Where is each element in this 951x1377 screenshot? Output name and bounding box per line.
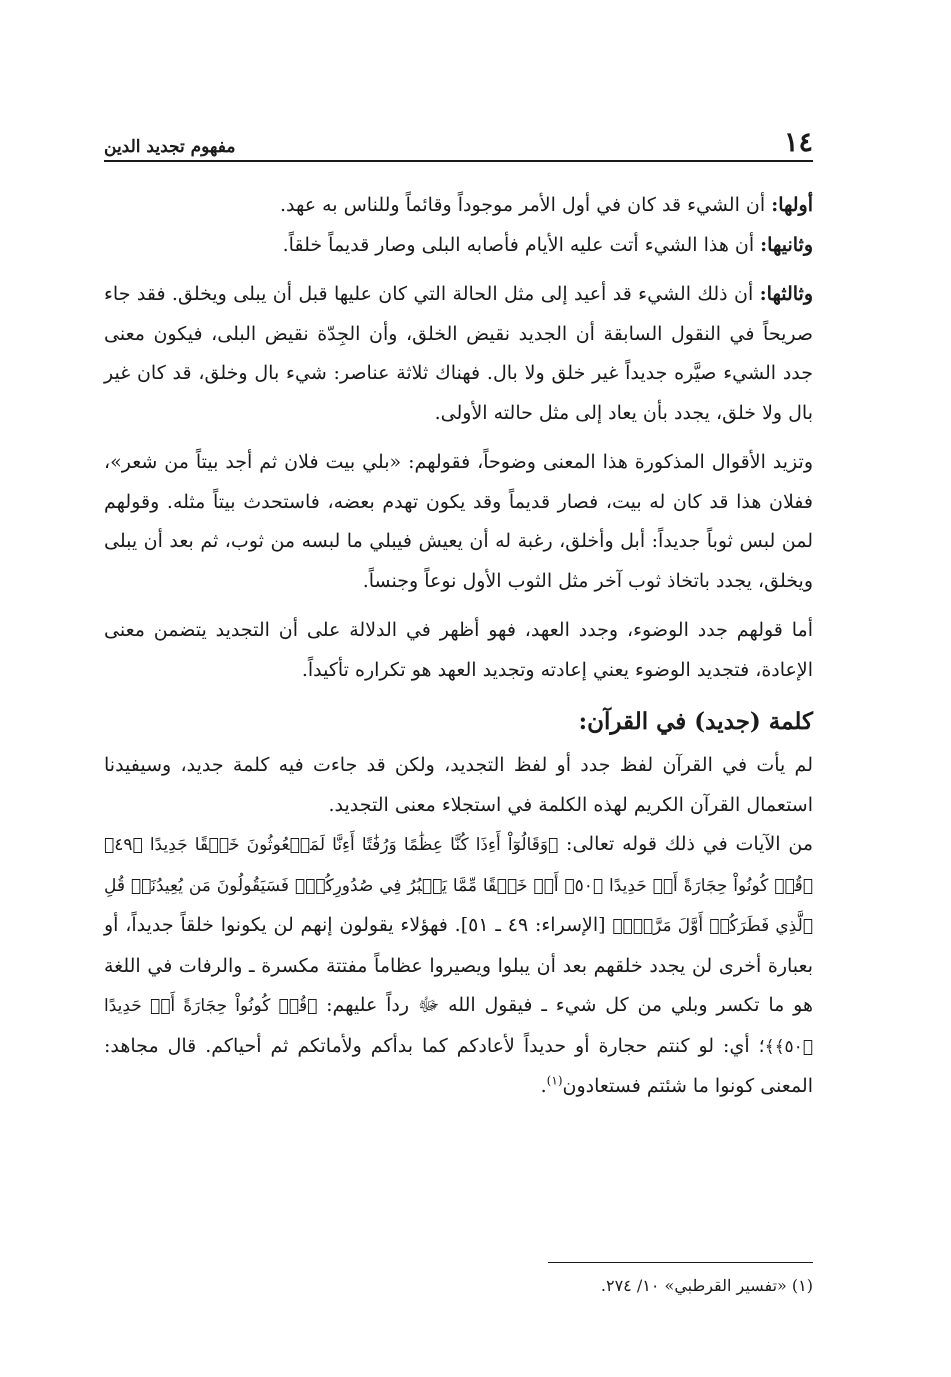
paragraph-fifth: أما قولهم جدد الوضوء، وجدد العهد، فهو أظهر في الدلالة على أن التجديد يتضمن معنى الإعادة، فتجديد الوضوء يعني إعادته وتجديد العهد هو تكراره تأكيداً. xyxy=(104,619,813,681)
paragraph-text: أن الشيء قد كان في أول الأمر موجوداً وقائماً وللناس به عهد. xyxy=(279,194,772,216)
footnote-marker[interactable]: (١) xyxy=(546,1073,563,1088)
section-heading: كلمة (جديد) في القرآن: xyxy=(578,708,813,735)
paragraph-lead: أولها: xyxy=(771,194,813,216)
paragraph-text: من الآيات في ذلك قوله تعالى: xyxy=(558,833,813,855)
paragraph-second xyxy=(104,226,813,266)
book-page xyxy=(104,0,813,1377)
footnote-rule xyxy=(548,1262,813,1263)
footnote-text: «تفسير القرطبي» ١٠/ ٢٧٤. xyxy=(600,1276,787,1295)
page-header xyxy=(104,120,813,156)
paragraph-third xyxy=(104,275,813,433)
header-rule xyxy=(104,160,813,162)
paragraph-text: فهؤلاء يقولون إنهم لن يكونوا خلقاً جديداً، أو بعبارة أخرى لن يجدد خلقهم بعد أن يبلوا ويصيروا عظاماً مفتتة مكسرة ـ والرفات في اللغة هو ما تكسر وبلي من كل شيء ـ فيقول الله ﷻ رداً عليهم: xyxy=(104,914,813,1016)
paragraph-lead: وثالثها: xyxy=(759,283,813,305)
paragraph-text: أن هذا الشيء أتت عليه الأيام فأصابه البلى وصار قديماً خلقاً. xyxy=(282,233,761,256)
paragraph-sixth: لم يأت في القرآن لفظ جدد أو لفظ التجديد، ولكن قد جاءت فيه كلمة جديد، وسيفيدنا استعمال القرآن الكريم لهذه الكلمة في استجلاء معنى التجديد. xyxy=(104,754,813,816)
main-text xyxy=(104,186,813,1117)
paragraph-lead: وثانيها: xyxy=(760,233,813,256)
paragraph-fourth: وتزيد الأقوال المذكورة هذا المعنى وضوحاً، فقولهم: «بلي بيت فلان ثم أجد بيتاً من شعر»، ففلان هذا قد كان له بيت، فصار قديماً وقد يكون تهدم بعضه، فاستحدث بيتاً مثله. وقولهم لمن لبس ثوباً جديداً: أبل وأخلق، رغبة له أن يعيش فيبلي ما لبسه من ثوب، ثم بعد أن يبلى ويخلق، يجدد باتخاذ ثوب آخر مثل الثوب الأول نوعاً وجنساً. xyxy=(104,451,813,592)
paragraph-seventh xyxy=(104,825,813,1107)
page-number: ١٤ xyxy=(783,127,813,158)
paragraph-text: ؛ أي: لو كنتم حجارة أو حديداً لأعادكم كما بدأكم ولأماتكم ثم أحياكم. قال مجاهد: المعنى كونوا ما شئتم فستعادون xyxy=(104,1034,813,1097)
footnote xyxy=(104,1273,813,1299)
paragraph-first xyxy=(104,186,813,226)
paragraph-period: . xyxy=(540,1075,547,1097)
quran-verse: ﴿وَقَالُوٓاْ أَءِذَا كُنَّا عِظَٰمًا وَرُفَٰتًا أَءِنَّا لَمَبۡعُوثُونَ خَلۡقًا جَدِيدًا ﴿٤٩﴾ ۞قُلۡ كُونُواْ حِجَارَةً أَوۡ حَدِيدًا ﴿٥٠﴾ أَوۡ خَلۡقًا مِّمَّا يَكۡبُرُ فِي صُدُورِكُمۡۚ فَسَيَقُولُونَ مَن يُعِيدُنَاۖ قُلِ ٱلَّذِي فَطَرَكُمۡ أَوَّلَ مَرَّةٖۚ﴾ xyxy=(104,835,813,936)
running-title: مفهوم تجديد الدين xyxy=(104,137,236,157)
verse-reference: [الإسراء: ٤٩ ـ ٥١]. xyxy=(447,914,613,936)
paragraph-text: أن ذلك الشيء قد أعيد إلى مثل الحالة التي كان عليها قبل أن يبلى ويخلق. فقد جاء صريحاً في النقول السابقة أن الجديد نقيض الخلق، وأن الجِدّة نقيض البلى، فيكون معنى جدد الشيء صيَّره جديداً غير خلق ولا بال. فهناك ثلاثة عناصر: شيء بال وخلق، قد كان غير بال ولا خلق، يجدد بأن يعاد إلى مثل حالته الأولى. xyxy=(104,283,813,424)
quran-verse: ﴿قُلۡ كُونُواْ حِجَارَةً أَوۡ حَدِيدًا ﴿٥٠﴾﴾ xyxy=(104,996,813,1057)
footnote-number: (١) xyxy=(791,1276,813,1295)
